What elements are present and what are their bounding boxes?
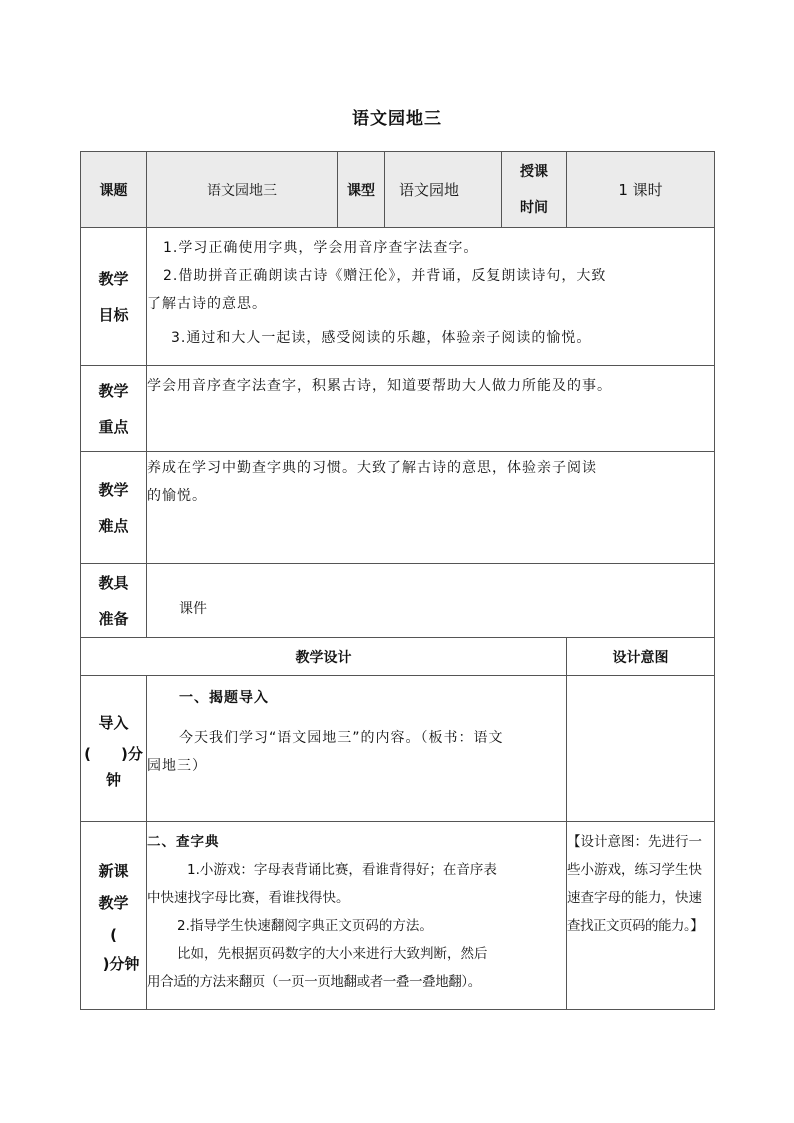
key-points-label-line-2: 重点 xyxy=(98,417,129,436)
objectives-row xyxy=(81,228,715,366)
objectives-label-line-1: 教学 xyxy=(98,269,129,288)
new-lesson-line: 比如，先根据页码数字的大小来进行大致判断，然后 xyxy=(177,946,488,962)
intro-label-line-3: 钟 xyxy=(105,770,121,789)
intro-label-line-2: ( )分 xyxy=(84,744,143,763)
difficulties-line: 养成在学习中勤查字典的习惯。大致了解古诗的意思，体验亲子阅读 xyxy=(147,460,597,476)
difficulties-label xyxy=(81,452,147,564)
key-points-label xyxy=(81,366,147,452)
document-title: 语文园地三 xyxy=(352,109,442,129)
difficulties-label-line-2: 难点 xyxy=(98,516,129,535)
topic-value: 语文园地三 xyxy=(147,152,338,228)
key-points-label-line-1: 教学 xyxy=(98,381,129,400)
intro-heading: 一、揭题导入 xyxy=(179,690,269,706)
objective-item: 3.通过和大人一起读，感受阅读的乐趣，体验亲子阅读的愉悦。 xyxy=(171,330,592,346)
time-label xyxy=(502,152,567,228)
intro-row xyxy=(81,676,715,822)
materials-row xyxy=(81,564,715,638)
new-lesson-label xyxy=(81,822,147,1010)
new-lesson-line: 用合适的方法来翻页（一页一页地翻或者一叠一叠地翻）。 xyxy=(147,974,481,990)
intent-line: 些小游戏，练习学生快 xyxy=(567,862,702,878)
difficulties-row xyxy=(81,452,715,564)
header-row xyxy=(81,152,715,228)
materials-label-line-2: 准备 xyxy=(98,609,129,628)
materials-label-line-1: 教具 xyxy=(98,573,129,592)
intro-label-line-1: 导入 xyxy=(98,713,129,732)
difficulties-line: 的愉悦。 xyxy=(147,488,207,504)
objectives-label-line-2: 目标 xyxy=(98,305,129,324)
new-lesson-label-line-2: 教学 xyxy=(98,893,129,912)
topic-label: 课题 xyxy=(81,152,147,228)
key-points-row xyxy=(81,366,715,452)
lesson-plan-table xyxy=(80,151,715,1010)
objective-item: 2.借助拼音正确朗读古诗《赠汪伦》，并背诵，反复朗读诗句，大致 xyxy=(163,268,607,284)
new-lesson-intent xyxy=(567,822,715,1010)
new-lesson-line: 中快速找字母比赛，看谁找得快。 xyxy=(147,890,350,906)
objectives-label xyxy=(81,228,147,366)
materials-label xyxy=(81,564,147,638)
time-label-line-1: 授课 xyxy=(520,163,548,180)
new-lesson-line: 1.小游戏：字母表背诵比赛，看谁背得好；在音序表 xyxy=(187,862,497,878)
new-lesson-label-line-4: )分钟 xyxy=(87,954,140,973)
new-lesson-line: 2.指导学生快速翻阅字典正文页码的方法。 xyxy=(177,918,433,934)
difficulties-label-line-1: 教学 xyxy=(98,480,129,499)
new-lesson-content xyxy=(147,822,567,1010)
objective-item: 了解古诗的意思。 xyxy=(147,296,267,312)
key-points-content xyxy=(147,366,715,452)
intro-intent xyxy=(567,676,715,822)
new-lesson-label-line-3: ( xyxy=(110,925,117,944)
materials-text: 课件 xyxy=(147,564,715,638)
type-value: 语文园地 xyxy=(385,152,502,228)
intro-content xyxy=(147,676,567,822)
intro-line: 园地三） xyxy=(147,758,207,774)
intro-label xyxy=(81,676,147,822)
new-lesson-label-line-1: 新课 xyxy=(98,861,129,880)
objective-item: 1.学习正确使用字典，学会用音序查字法查字。 xyxy=(163,240,479,256)
intent-line: 【设计意图：先进行一 xyxy=(567,834,702,850)
intent-line: 查找正文页码的能力。】 xyxy=(567,918,704,934)
design-header-right: 设计意图 xyxy=(567,638,715,676)
key-points-text: 学会用音序查字法查字，积累古诗，知道要帮助大人做力所能及的事。 xyxy=(147,378,612,394)
intent-line: 速查字母的能力，快速 xyxy=(567,890,702,906)
intro-line: 今天我们学习“语文园地三”的内容。（板书：语文 xyxy=(179,730,504,746)
new-lesson-heading: 二、查字典 xyxy=(147,834,220,850)
objectives-content xyxy=(147,228,715,366)
difficulties-content xyxy=(147,452,715,564)
design-header-left: 教学设计 xyxy=(81,638,567,676)
time-value: 1 课时 xyxy=(567,152,715,228)
design-header-row xyxy=(81,638,715,676)
time-label-line-2: 时间 xyxy=(520,199,548,216)
type-label: 课型 xyxy=(338,152,385,228)
new-lesson-row xyxy=(81,822,715,1010)
